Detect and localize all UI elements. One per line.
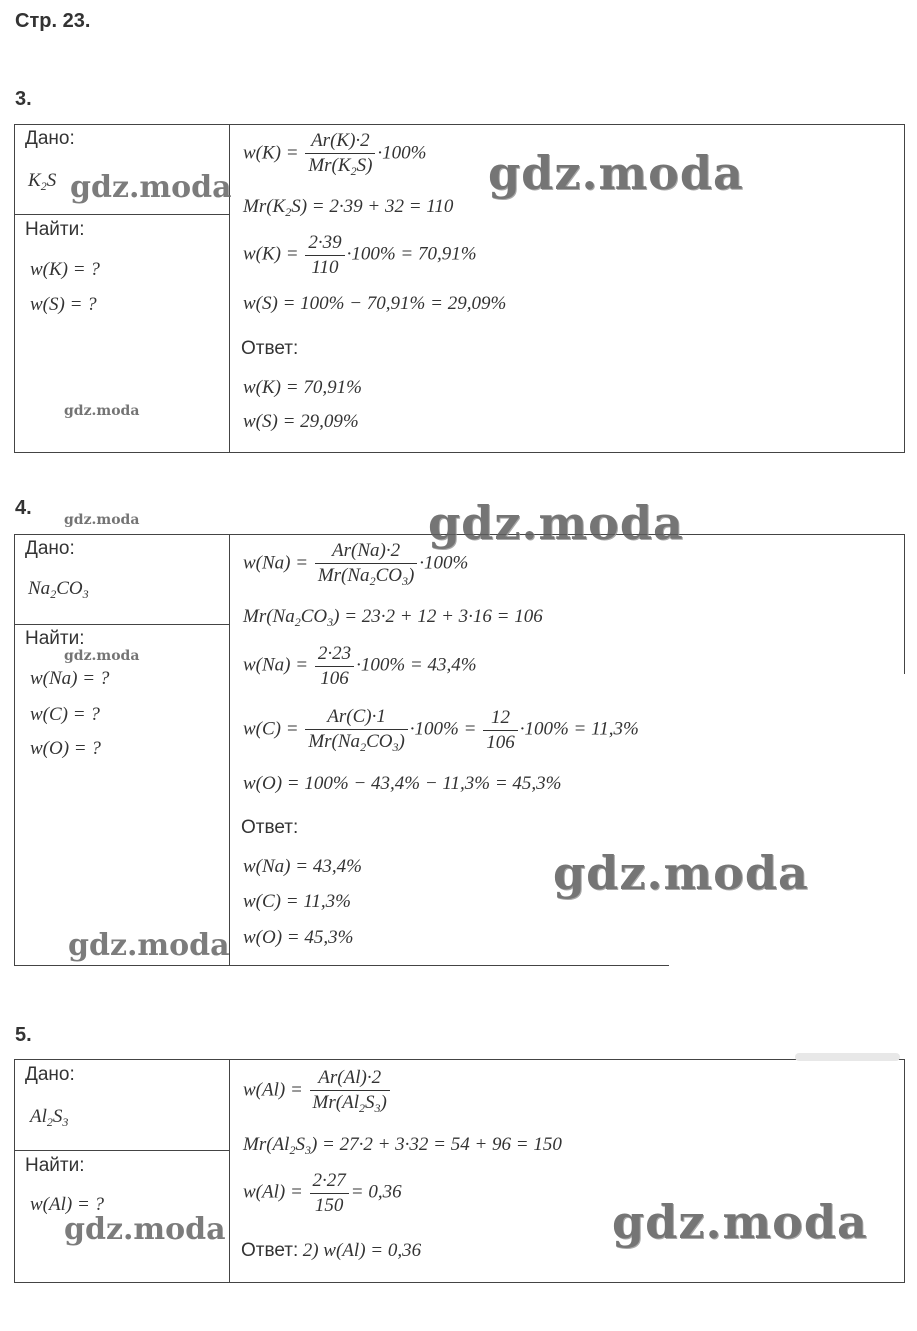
watermark: gdz.moda — [612, 1195, 868, 1249]
problem-number: 4. — [15, 497, 32, 519]
solution-line: w(C) = $\frac{Ar(C)\cdot 1}{Mr(Na_2CO_3)}$ ·100% = $\frac{12}{106}$ ·100% = 11,3% — [243, 706, 639, 754]
given-formula: $K_2S$ — [28, 170, 57, 193]
answer-line: w(S) = 29,09% — [243, 411, 359, 432]
solution-line: $Mr(Al_2S_3) = 27\cdot 2 + 3\cdot 32 = 54 + 96 = 150$ — [243, 1134, 562, 1157]
watermark: gdz.moda — [488, 146, 744, 200]
answer-line: w(O) = 45,3% — [243, 927, 354, 948]
watermark: gdz.moda — [553, 846, 809, 900]
page-label: Стр. 23. — [15, 10, 91, 32]
watermark: gdz.moda — [428, 496, 684, 550]
find-item: w(K) = ? — [30, 259, 100, 280]
answer-line: 2) w(Al) = 0,36 — [302, 1240, 422, 1261]
watermark: gdz.moda — [64, 403, 140, 419]
solution-line: w(Al) = $\frac{2\cdot 27}{150}$ = 0,36 — [243, 1170, 402, 1216]
solution-line: w(Al) = $\frac{Ar(Al)\cdot 2}{Mr(Al_2S_3)}$ — [243, 1067, 392, 1116]
watermark-smudge — [795, 1053, 900, 1061]
find-label: Найти: — [25, 1155, 85, 1176]
solution-line: w(S) = 100% − 70,91% = 29,09% — [243, 293, 507, 314]
given-formula: $Na_2CO_3$ — [28, 578, 89, 601]
solution-line: $Mr(Na_2CO_3) = 23\cdot 2 + 12 + 3\cdot 16 = 106$ — [243, 606, 543, 629]
problem-number: 5. — [15, 1024, 32, 1046]
find-item: w(Na) = ? — [30, 668, 110, 689]
find-label: Найти: — [25, 219, 85, 240]
answer-row — [241, 1240, 421, 1262]
answer-line: w(C) = 11,3% — [243, 891, 351, 912]
solution-line: w(O) = 100% − 43,4% − 11,3% = 45,3% — [243, 773, 562, 794]
solution-line: w(Na) = $\frac{Ar(Na)\cdot 2}{Mr(Na_2CO_3)}$ ·100% — [243, 540, 469, 588]
watermark: gdz.moda — [68, 928, 230, 963]
find-label: Найти: — [25, 628, 85, 649]
answer-line: w(K) = 70,91% — [243, 377, 362, 398]
find-item: w(S) = ? — [30, 294, 97, 315]
given-label: Дано: — [25, 1064, 75, 1085]
watermark: gdz.moda — [64, 648, 140, 664]
watermark: gdz.moda — [64, 1212, 226, 1247]
problem-number: 3. — [15, 88, 32, 110]
find-item: w(Al) = ? — [30, 1194, 105, 1215]
given-formula: $Al_2S_3$ — [30, 1106, 69, 1129]
given-label: Дано: — [25, 538, 75, 559]
find-item: w(O) = ? — [30, 738, 101, 759]
find-item: w(C) = ? — [30, 704, 100, 725]
solution-line: w(K) = $\frac{2\cdot 39}{110}$ ·100% = 70,91% — [243, 232, 477, 278]
solution-line: $Mr(K_2S) = 2\cdot 39 + 32 = 110$ — [243, 196, 454, 219]
solution-line: w(Na) = $\frac{2\cdot 23}{106}$ ·100% = 43,4% — [243, 643, 477, 689]
watermark: gdz.moda — [70, 170, 232, 205]
answer-line: w(Na) = 43,4% — [243, 856, 362, 877]
answer-label: Ответ: — [241, 1240, 299, 1261]
answer-label: Ответ: — [241, 817, 299, 838]
watermark: gdz.moda — [64, 512, 140, 528]
solution-line: w(K) = $\frac{Ar(K)\cdot 2}{Mr(K_2S)}$ ·100% — [243, 130, 427, 178]
answer-label: Ответ: — [241, 338, 299, 359]
given-label: Дано: — [25, 128, 75, 149]
